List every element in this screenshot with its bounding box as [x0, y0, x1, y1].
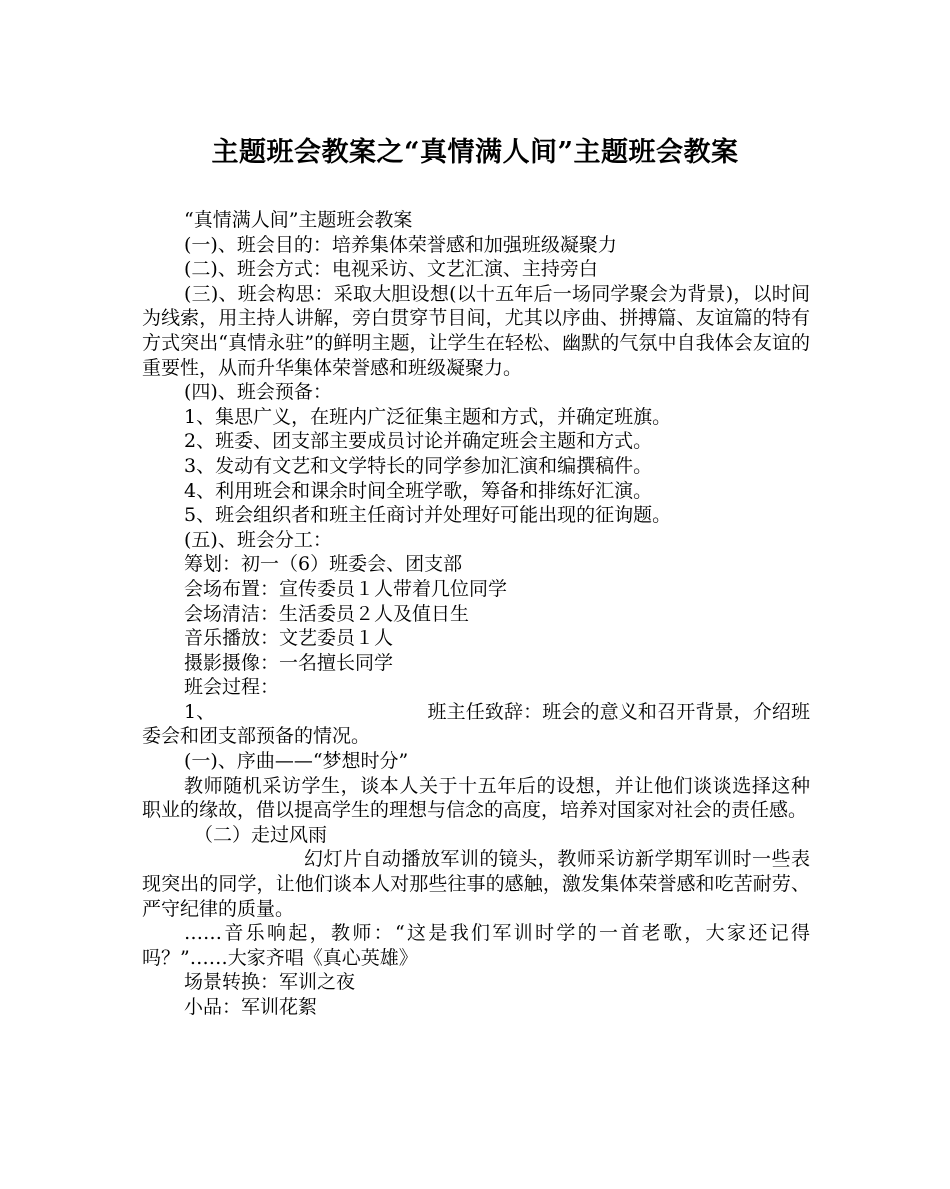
- prelude-paragraph: 教师随机采访学生，谈本人关于十五年后的设想，并让他们谈谈选择这种职业的缘故，借以提高学生的理想与信念的高度，培养对国家对社会的责任感。: [142, 774, 810, 822]
- paragraph: 5、班会组织者和班主任商讨并处理好可能出现的征询题。: [184, 504, 672, 527]
- paragraph: (三)、班会构思：采取大胆设想(以十五年后一场同学聚会为背景)，以时间为线索，用主持人讲解，旁白贯穿节目间，尤其以序曲、拼搏篇、友谊篇的特有方式突出“真情永驻”的鲜明主题，让学生在轻松、幽默的气氛中自我体会友谊的重要性，从而升华集体荣誉感和班级凝聚力。: [142, 282, 810, 379]
- paragraph: 会场清洁：生活委员２人及值日生: [184, 602, 470, 625]
- paragraph: (二)、班会方式：电视采访、文艺汇演、主持旁白: [184, 258, 598, 281]
- document-body: [142, 208, 810, 1020]
- section-two-paragraph: 幻灯片自动播放军训的镜头，教师采访新学期军训时一些表现突出的同学，让他们谈本人对那些往事的感触，激发集体荣誉感和吃苦耐劳、严守纪律的质量。: [142, 848, 810, 920]
- paragraph: (四)、班会预备：: [184, 381, 332, 404]
- paragraph: 摄影摄像：一名擅长同学: [184, 651, 394, 674]
- scene-paragraph: 场景转换：军训之夜: [184, 971, 356, 994]
- music-paragraph: ……音乐响起，教师：“这是我们军训时学的一首老歌，大家还记得吗？”……大家齐唱《真心英雄》: [142, 922, 810, 969]
- step-one-text: 班主任致辞：班会的意义和召开背景，介绍班委会和团支部预备的情况。: [142, 700, 810, 748]
- paragraph: “真情满人间”主题班会教案: [184, 209, 413, 231]
- paragraph: 4、利用班会和课余时间全班学歌，筹备和排练好汇演。: [184, 479, 653, 502]
- document-title: 主题班会教案之“真情满人间”主题班会教案: [211, 137, 739, 168]
- paragraph: (一)、班会目的：培养集体荣誉感和加强班级凝聚力: [184, 233, 617, 256]
- paragraph: 会场布置：宣传委员１人带着几位同学: [184, 577, 508, 600]
- paragraph: (五)、班会分工：: [184, 528, 332, 551]
- prelude-heading: (一)、序曲——“梦想时分”: [184, 750, 409, 773]
- paragraph: 1、集思广义，在班内广泛征集主题和方式，并确定班旗。: [184, 405, 672, 428]
- paragraph: 音乐播放：文艺委员１人: [184, 627, 394, 650]
- skit-paragraph: 小品：军训花絮: [184, 996, 318, 1018]
- paragraph: 2、班委、团支部主要成员讨论并确定班会主题和方式。: [184, 430, 653, 453]
- section-two-heading: （二）走过风雨: [194, 823, 328, 846]
- paragraph: 班会过程：: [184, 676, 280, 699]
- step-one-paragraph: [142, 700, 810, 749]
- step-one-number: 1、: [184, 700, 216, 723]
- paragraph: 3、发动有文艺和文学特长的同学参加汇演和编撰稿件。: [184, 454, 653, 477]
- paragraph: 筹划：初一（6）班委会、团支部: [184, 553, 463, 576]
